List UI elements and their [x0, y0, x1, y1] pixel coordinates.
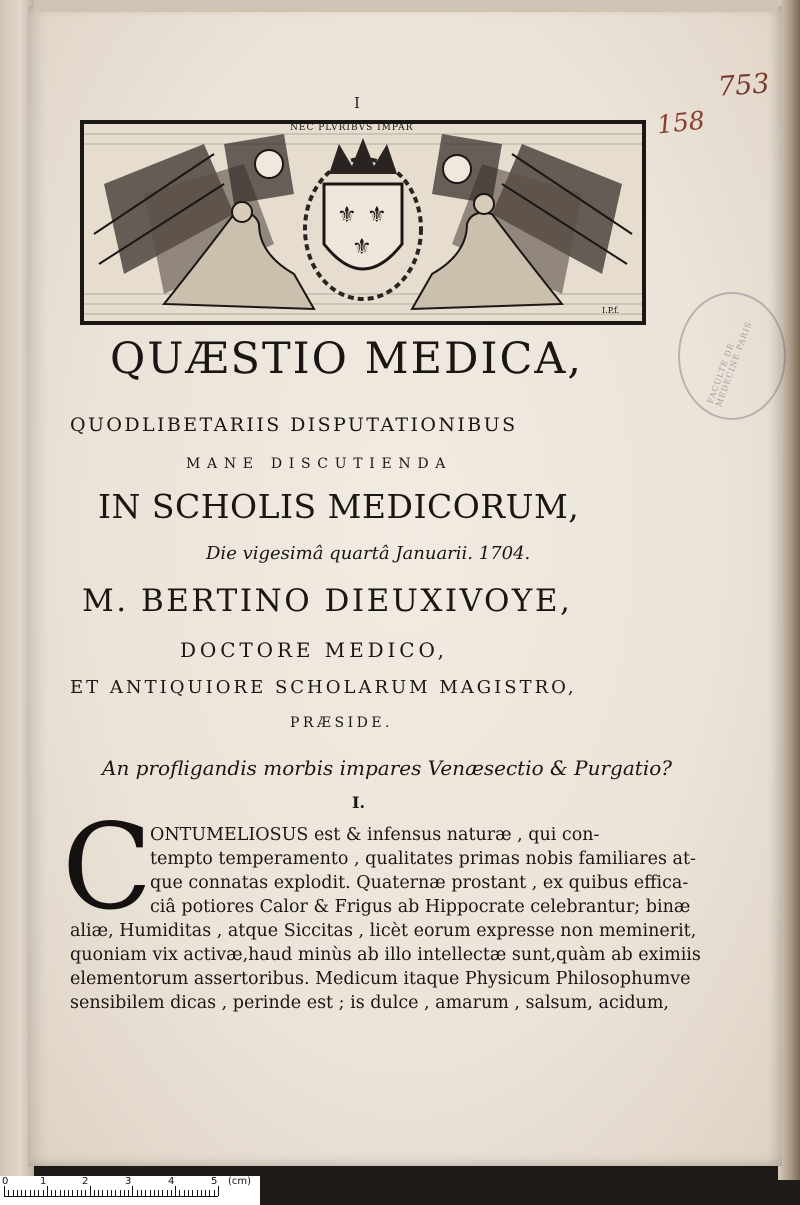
ruler-tick — [175, 1186, 176, 1196]
ruler-tick — [38, 1190, 39, 1196]
ruler-label-4: 4 — [168, 1176, 175, 1187]
ruler-tick — [47, 1186, 48, 1196]
ruler-tick — [64, 1190, 65, 1196]
ruler-tick — [128, 1190, 129, 1196]
engraver-mark: I.P.f. — [602, 306, 620, 315]
subtitle-disputationibus: QUODLIBETARIIS DISPUTATIONIBUS — [70, 414, 518, 436]
ruler-tick — [4, 1186, 5, 1196]
section-number: I. — [352, 793, 366, 812]
ruler-tick — [179, 1190, 180, 1196]
ruler-tick — [132, 1186, 133, 1196]
ruler-tick — [137, 1190, 138, 1196]
ruler-tick — [21, 1190, 22, 1196]
svg-text:⚜: ⚜ — [367, 203, 387, 228]
ruler-tick — [145, 1190, 146, 1196]
body-line: tempto temperamento , qualitates primas nobis familiares at- — [150, 849, 696, 869]
ruler-tick — [184, 1190, 185, 1196]
subtitle-scholis: IN SCHOLIS MEDICORUM, — [98, 487, 580, 526]
ruler-tick — [85, 1190, 86, 1196]
ruler-tick — [68, 1190, 69, 1196]
ruler-tick — [115, 1190, 116, 1196]
ruler-tick — [94, 1190, 95, 1196]
ruler-tick — [8, 1190, 9, 1196]
question-line: An profligandis morbis impares Venæsectio & Purgatio? — [102, 756, 672, 780]
praeses-name: M. BERTINO DIEUXIVOYE, — [82, 583, 573, 619]
date-line: Die vigesimâ quartâ Januarii. 1704. — [206, 543, 531, 564]
praeses-title-2: ET ANTIQUIORE SCHOLARUM MAGISTRO, — [70, 677, 577, 698]
ruler-tick — [90, 1186, 91, 1196]
ruler-tick — [111, 1190, 112, 1196]
ruler-label-3: 3 — [125, 1176, 132, 1187]
body-line: aliæ, Humiditas , atque Siccitas , licèt eorum expresse non meminerit, — [70, 921, 697, 941]
ruler-tick — [158, 1190, 159, 1196]
page-number: I — [354, 94, 360, 112]
ruler-tick — [34, 1190, 35, 1196]
ruler-tick — [25, 1190, 26, 1196]
ruler-tick — [81, 1190, 82, 1196]
ruler-label-5: 5 — [211, 1176, 218, 1187]
ruler-baseline — [4, 1196, 218, 1197]
ruler-tick — [218, 1186, 219, 1196]
ruler-tick — [17, 1190, 18, 1196]
drop-cap: C — [62, 798, 153, 936]
ruler-tick — [167, 1190, 168, 1196]
ruler-tick — [188, 1190, 189, 1196]
ruler-label-0: 0 — [2, 1176, 9, 1187]
ruler-tick — [72, 1190, 73, 1196]
ruler-tick — [192, 1190, 193, 1196]
stamp-text: FACULTE DE MEDECINE PARIS — [705, 320, 754, 408]
top-edge — [34, 0, 778, 12]
ruler-tick — [201, 1190, 202, 1196]
ruler-label-1: 1 — [40, 1176, 47, 1187]
ruler-tick — [154, 1190, 155, 1196]
ruler-tick — [162, 1190, 163, 1196]
ruler-tick — [98, 1190, 99, 1196]
ruler-tick — [55, 1190, 56, 1196]
ruler-tick — [13, 1190, 14, 1196]
body-line: sensibilem dicas , perinde est ; is dulce , amarum , salsum, acidum, — [70, 993, 669, 1013]
ruler-label-2: 2 — [82, 1176, 89, 1187]
ruler-tick — [150, 1190, 151, 1196]
svg-text:⚜: ⚜ — [337, 203, 357, 228]
body-line: ciâ potiores Calor & Frigus ab Hippocrate celebrantur; binæ — [150, 897, 691, 917]
praeses-label: PRÆSIDE. — [290, 715, 393, 731]
ruler-tick — [107, 1190, 108, 1196]
handwritten-number-side: 158 — [655, 105, 707, 140]
ruler-tick — [120, 1190, 121, 1196]
subtitle-discutienda: MANE DISCUTIENDA — [186, 456, 453, 472]
ruler-tick — [60, 1190, 61, 1196]
handwritten-number-top: 753 — [716, 68, 771, 103]
body-line: quoniam vix activæ,haud minùs ab illo intellectæ sunt,quàm ab eximiis — [70, 945, 701, 965]
ruler-tick — [77, 1190, 78, 1196]
ruler-tick — [141, 1190, 142, 1196]
ruler-tick — [209, 1190, 210, 1196]
body-line: que connatas explodit. Quaternæ prostant , ex quibus effica- — [150, 873, 689, 893]
ruler-tick — [43, 1190, 44, 1196]
library-stamp — [678, 292, 786, 420]
praeses-title: DOCTORE MEDICO, — [180, 638, 448, 662]
ruler-tick — [51, 1190, 52, 1196]
ruler-tick — [102, 1190, 103, 1196]
scale-ruler — [0, 1176, 260, 1205]
document-title: QUÆSTIO MEDICA, — [110, 334, 584, 384]
ruler-unit: (cm) — [228, 1176, 252, 1187]
ruler-tick — [30, 1190, 31, 1196]
body-line: ONTUMELIOSUS est & infensus naturæ , qui con- — [150, 825, 600, 845]
ruler-tick — [197, 1190, 198, 1196]
woodcut-headpiece — [80, 120, 646, 325]
headpiece-motto: NEC PLVRIBVS IMPAR — [290, 123, 414, 133]
headpiece-illustration — [84, 124, 642, 321]
ruler-tick — [124, 1190, 125, 1196]
body-line: elementorum assertoribus. Medicum itaque Physicum Philosophumve — [70, 969, 691, 989]
ruler-tick — [214, 1190, 215, 1196]
ruler-tick — [171, 1190, 172, 1196]
svg-text:⚜: ⚜ — [352, 235, 372, 260]
ruler-tick — [205, 1190, 206, 1196]
